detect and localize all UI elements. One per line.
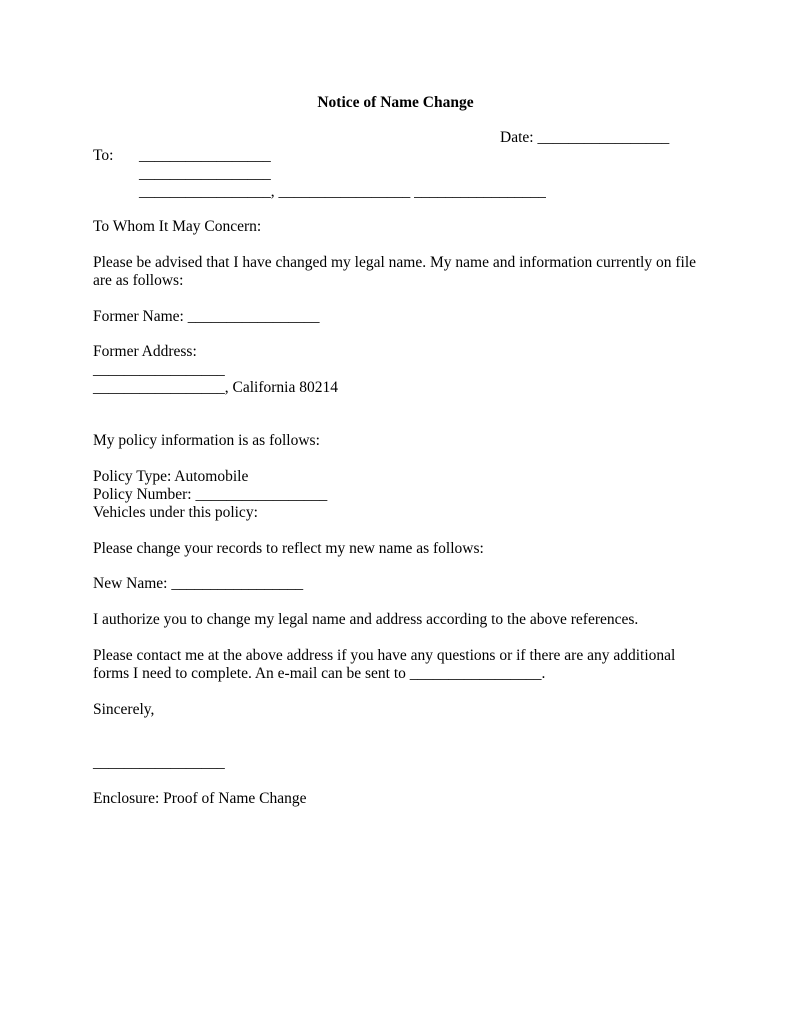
change-request: Please change your records to reflect my new name as follows: xyxy=(93,540,484,557)
authorization-statement: I authorize you to change my legal name and address according to the above references. xyxy=(93,611,639,628)
intro-line-1: Please be advised that I have changed my legal name. My name and information currently on file xyxy=(93,254,697,271)
vehicles-under-policy: Vehicles under this policy: xyxy=(93,504,258,521)
recipient-line-3: _________________, _________________ _________________ xyxy=(139,183,546,200)
recipient-line-1: _________________ xyxy=(139,147,271,164)
salutation: To Whom It May Concern: xyxy=(93,218,262,235)
new-name: New Name: _________________ xyxy=(93,575,304,592)
date-line: Date: _________________ xyxy=(500,129,670,146)
contact-line-1: Please contact me at the above address if you have any questions or if there are any additional xyxy=(93,647,676,664)
former-address-label: Former Address: xyxy=(93,343,197,360)
signature-line: _________________ xyxy=(93,754,225,771)
document-title: Notice of Name Change xyxy=(317,94,474,111)
intro-line-2: are as follows: xyxy=(93,272,184,289)
policy-type: Policy Type: Automobile xyxy=(93,468,249,485)
recipient-line-2: _________________ xyxy=(139,165,271,182)
to-label: To: xyxy=(93,147,114,164)
enclosure: Enclosure: Proof of Name Change xyxy=(93,790,307,807)
former-name: Former Name: _________________ xyxy=(93,308,320,325)
policy-intro: My policy information is as follows: xyxy=(93,432,320,449)
contact-line-2: forms I need to complete. An e-mail can be sent to _________________. xyxy=(93,665,546,682)
former-address-line-1: _________________ xyxy=(93,361,225,378)
closing: Sincerely, xyxy=(93,701,155,718)
former-address-line-2: _________________, California 80214 xyxy=(93,379,338,396)
policy-number: Policy Number: _________________ xyxy=(93,486,328,503)
